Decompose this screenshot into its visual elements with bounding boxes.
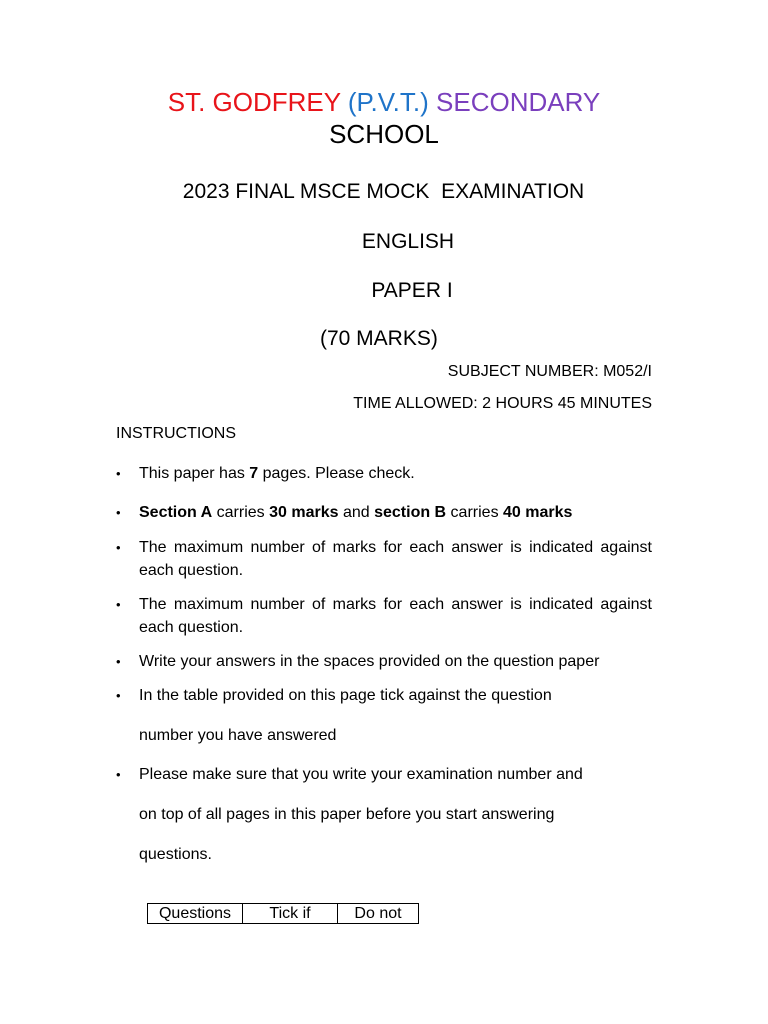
bullet-icon: • xyxy=(116,505,121,520)
subject-number: SUBJECT NUMBER: M052/I xyxy=(447,363,652,380)
section-a-marks: 30 marks xyxy=(269,504,339,521)
bullet-icon: • xyxy=(116,540,121,555)
instructions-heading: INSTRUCTIONS xyxy=(116,425,236,442)
instruction-text: and xyxy=(338,504,375,521)
school-name-part4: SCHOOL xyxy=(329,119,439,149)
bullet-icon: • xyxy=(116,466,121,481)
instruction-text: Write your answers in the spaces provided on the question paper xyxy=(139,653,600,670)
subject-title: ENGLISH xyxy=(361,230,455,253)
list-item xyxy=(116,650,652,673)
exam-title: 2023 FINAL MSCE MOCK EXAMINATION xyxy=(182,180,585,203)
bullet-icon: • xyxy=(116,597,121,612)
school-name-part2: (P.V.T.) xyxy=(347,87,429,117)
list-item xyxy=(116,536,652,582)
list-item xyxy=(116,593,652,639)
instruction-text: The maximum number of marks for each answer is indicated against each question. xyxy=(139,596,652,636)
instruction-text: questions. xyxy=(139,846,212,863)
bullet-icon: • xyxy=(116,767,121,782)
school-name-line1 xyxy=(0,86,768,118)
table-header-tick-if: Tick if xyxy=(243,904,338,924)
paper-title: PAPER I xyxy=(371,279,453,302)
list-item xyxy=(116,462,652,485)
list-item xyxy=(116,684,652,747)
table-header-row xyxy=(148,904,419,924)
instruction-text: carries xyxy=(446,504,504,521)
instruction-text: pages. Please check. xyxy=(258,465,415,482)
table-header-do-not: Do not xyxy=(338,904,419,924)
instruction-text: number you have answered xyxy=(139,727,337,744)
bullet-icon: • xyxy=(116,688,121,703)
instruction-text: Please make sure that you write your examination number and xyxy=(139,766,583,783)
school-name-part1: ST. GODFREY xyxy=(167,87,341,117)
instruction-text: The maximum number of marks for each answer is indicated against each question. xyxy=(139,539,652,579)
table-header-questions: Questions xyxy=(148,904,243,924)
instruction-text: on top of all pages in this paper before you start answering xyxy=(139,806,555,823)
list-item xyxy=(116,501,652,524)
section-b-marks: 40 marks xyxy=(503,504,573,521)
list-item xyxy=(116,763,652,866)
instruction-text: This paper has xyxy=(139,465,250,482)
section-b-label: section B xyxy=(374,504,447,521)
page-count: 7 xyxy=(249,465,259,482)
instructions-list xyxy=(116,462,652,866)
questions-answered-table xyxy=(147,903,419,924)
total-marks: (70 MARKS) xyxy=(320,327,438,350)
bullet-icon: • xyxy=(116,654,121,669)
school-name xyxy=(0,86,768,150)
school-name-part3: SECONDARY xyxy=(436,87,601,117)
instruction-text: carries xyxy=(212,504,270,521)
instruction-text: In the table provided on this page tick against the question xyxy=(139,687,552,704)
section-a-label: Section A xyxy=(139,504,213,521)
time-allowed: TIME ALLOWED: 2 HOURS 45 MINUTES xyxy=(353,395,652,412)
